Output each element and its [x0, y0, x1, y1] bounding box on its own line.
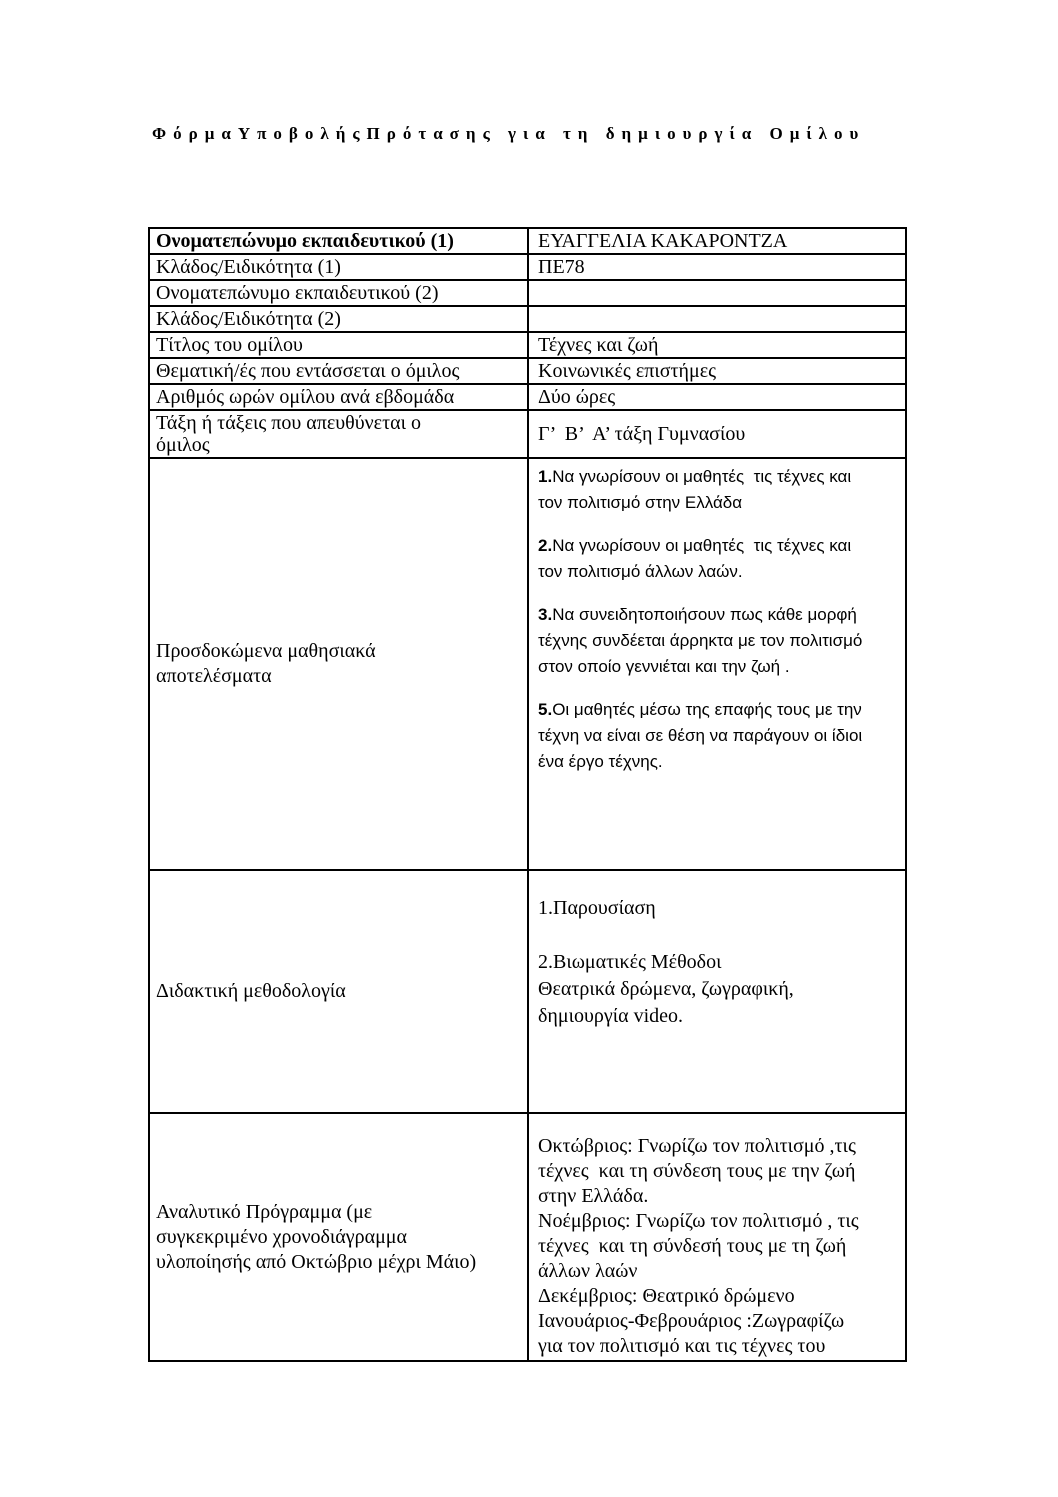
paragraph-number: 3.: [538, 605, 553, 624]
row-value-cell: [528, 458, 906, 870]
row-label-cell: Ονοματεπώνυμο εκπαιδευτικού (1): [149, 228, 528, 254]
value-paragraph: 1.Να γνωρίσουν οι μαθητές τις τέχνες και τον πολιτισμό στην Ελλάδα: [538, 467, 852, 512]
value-paragraph: Τέχνες και ζωή: [538, 334, 659, 356]
value-paragraph: Οκτώβριος: Γνωρίζω τον πολιτισμό ,τις τέχνες και τη σύνδεση τους με την ζωή στην Ελλάδα. Νοέμβριος: Γνωρίζω τον πολιτισμό , τις τέχνες και τη σύνδεσή τους με τη ζωή άλλων λαών Δεκέμβριος: Θεατρικό δρώμενο Ιανουάριος-Φεβρουάριος :Ζωγραφίζω για τον πολιτισμό και τις τέχνες του: [538, 1135, 859, 1357]
value-paragraph: ΕΥΑΓΓΕΛΙΑ ΚΑΚΑΡΟΝΤΖΑ: [538, 230, 788, 252]
row-label-cell: Ονοματεπώνυμο εκπαιδευτικού (2): [149, 280, 528, 306]
row-label-cell: Τάξη ή τάξεις που απευθύνεται ο όμιλος: [149, 410, 528, 458]
row-label-cell: Προσδοκώμενα μαθησιακά αποτελέσματα: [149, 458, 528, 870]
value-paragraph: 3.Να συνειδητοποιήσουν πως κάθε μορφή τέχνης συνδέεται άρρηκτα με τον πολιτισμό στον οποίο γεννιέται και την ζωή .: [538, 605, 863, 676]
row-label-cell: Κλάδος/Ειδικότητα (1): [149, 254, 528, 280]
row-value-cell: [528, 332, 906, 358]
table-row: [149, 306, 906, 332]
row-value-cell: [528, 1113, 906, 1361]
row-label-cell: Θεματική/ές που εντάσσεται ο όμιλος: [149, 358, 528, 384]
table-row: [149, 358, 906, 384]
row-value-cell: [528, 228, 906, 254]
value-paragraph: 1.Παρουσίαση: [538, 897, 656, 919]
row-value-cell: [528, 870, 906, 1113]
proposal-form-table: [148, 227, 907, 1362]
table-row: [149, 410, 906, 458]
paragraph-number: 5.: [538, 700, 553, 719]
table-row: [149, 280, 906, 306]
value-paragraph: ΠΕ78: [538, 256, 585, 278]
value-paragraph: Γ’ Β’ Α’ τάξη Γυμνασίου: [538, 423, 746, 445]
row-value-cell: [528, 280, 906, 306]
row-value-cell: [528, 384, 906, 410]
row-value-cell: [528, 306, 906, 332]
row-label-cell: Αριθμός ωρών ομίλου ανά εβδομάδα: [149, 384, 528, 410]
row-label-cell: Τίτλος του ομίλου: [149, 332, 528, 358]
paragraph-number: 1.: [538, 467, 553, 486]
table-row: [149, 458, 906, 870]
value-paragraph: 2.Να γνωρίσουν οι μαθητές τις τέχνες και τον πολιτισμό άλλων λαών.: [538, 536, 852, 581]
value-paragraph: Δύο ώρες: [538, 386, 616, 408]
row-label-cell: Αναλυτικό Πρόγραμμα (με συγκεκριμένο χρονοδιάγραμμα υλοποίησής από Οκτώβριο μέχρι Μάιο): [149, 1113, 528, 1361]
table-row: [149, 228, 906, 254]
value-paragraph: Κοινωνικές επιστήμες: [538, 360, 717, 382]
value-paragraph: 2.Βιωματικές Μέθοδοι Θεατρικά δρώμενα, ζωγραφική, δημιουργία video.: [538, 951, 794, 1027]
row-value-cell: [528, 358, 906, 384]
table-row: [149, 254, 906, 280]
table-row: [149, 384, 906, 410]
row-label-cell: Διδακτική μεθοδολογία: [149, 870, 528, 1113]
table-row: [149, 870, 906, 1113]
row-label-cell: Κλάδος/Ειδικότητα (2): [149, 306, 528, 332]
page-title: ΦόρμαΥποβολήςΠρότασης για τη δημιουργία Ομίλου: [152, 124, 866, 143]
row-value-cell: [528, 254, 906, 280]
paragraph-number: 2.: [538, 536, 553, 555]
value-paragraph: 5.Οι μαθητές μέσω της επαφής τους με την τέχνη να είναι σε θέση να παράγουν οι ίδιοι ένα έργο τέχνης.: [538, 700, 863, 771]
table-row: [149, 332, 906, 358]
row-value-cell: [528, 410, 906, 458]
table-row: [149, 1113, 906, 1361]
